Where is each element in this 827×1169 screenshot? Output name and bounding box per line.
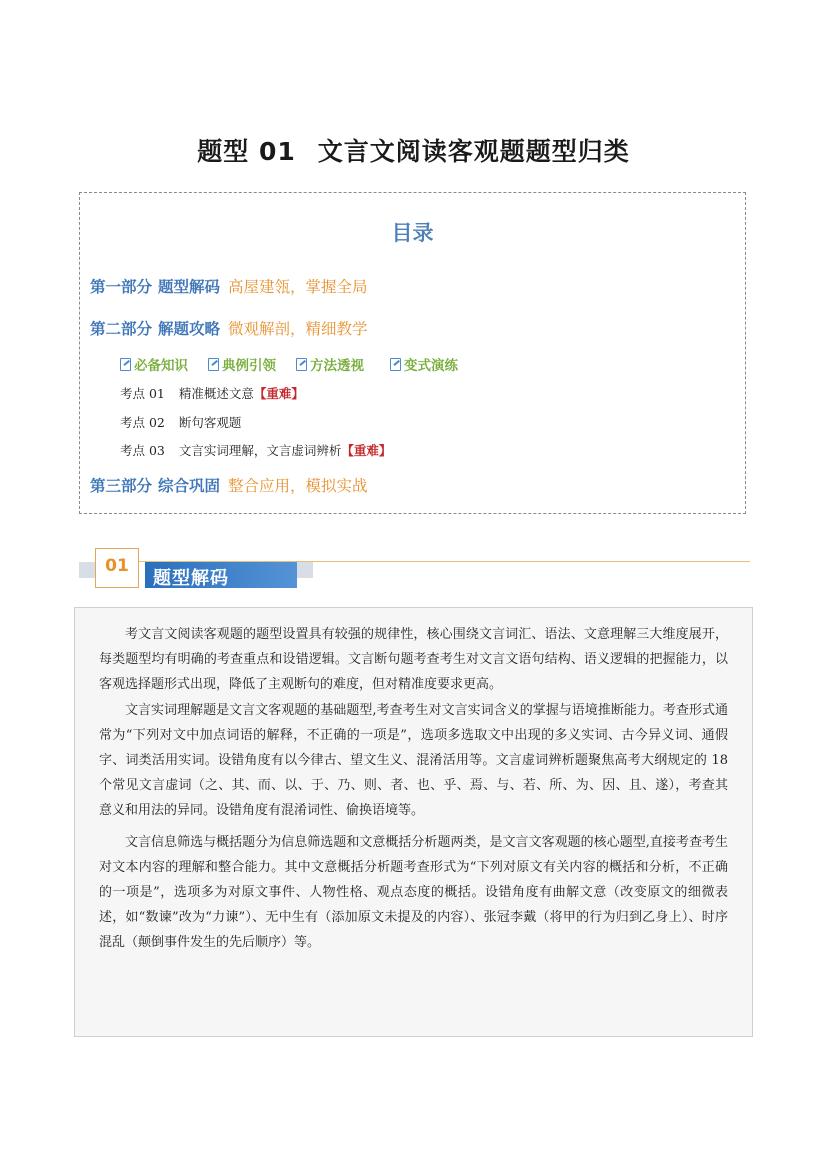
key-point-number: 考点 02	[120, 415, 165, 430]
toc-sub-item-label: 必备知识	[134, 358, 188, 374]
edit-note-icon	[296, 358, 307, 371]
key-point-text: 文言实词理解，文言虚词辨析	[178, 443, 342, 458]
content-box	[74, 607, 753, 1037]
toc-part-tag: 整合应用，模拟实战	[228, 477, 368, 495]
key-point-text: 断句客观题	[178, 415, 242, 430]
toc-sub-item[interactable]	[390, 354, 458, 374]
edit-note-icon	[390, 358, 401, 371]
toc-part-3[interactable]	[90, 474, 368, 496]
section-header	[79, 548, 750, 592]
toc-sub-item-label: 方法透视	[310, 358, 364, 374]
toc-part-name: 题型解码	[158, 278, 221, 296]
toc-sub-item[interactable]	[296, 354, 364, 374]
toc-key-point-2[interactable]	[120, 413, 241, 431]
toc-part-name: 解题攻略	[158, 320, 221, 338]
toc-part-tag: 高屋建瓴，掌握全局	[228, 278, 368, 296]
toc-part-tag: 微观解剖，精细教学	[228, 320, 368, 338]
key-point-number: 考点 01	[120, 386, 165, 401]
toc-sub-item-label: 变式演练	[404, 358, 458, 374]
edit-note-icon	[208, 358, 219, 371]
toc-sub-item[interactable]	[120, 354, 188, 374]
toc-part-label: 第三部分	[90, 477, 153, 495]
paragraph: 考文言文阅读客观题的题型设置具有较强的规律性，核心围绕文言词汇、语法、文意理解三大维度展开，每类题型均有明确的考查重点和设错逻辑。文言断句题考查考生对文言文语句结构、语义逻辑的把握能力，以客观选择题形式出现，降低了主观断句的难度，但对精准度要求更高。	[99, 627, 728, 693]
title-name: 文言文阅读客观题题型归类	[317, 137, 630, 166]
toc-sub-item[interactable]	[208, 354, 276, 374]
page-title	[0, 132, 827, 168]
key-point-number: 考点 03	[120, 443, 165, 458]
toc-part-name: 综合巩固	[158, 477, 221, 495]
toc-sub-items	[120, 354, 478, 374]
toc-key-point-3[interactable]	[120, 441, 391, 459]
table-of-contents	[79, 192, 746, 514]
edit-note-icon	[120, 358, 131, 371]
toc-part-label: 第一部分	[90, 278, 153, 296]
paragraph: 文言实词理解题是文言文客观题的基础题型,考查考生对文言实词含义的掌握与语境推断能力。考查形式通常为“下列对文中加点词语的解释，不正确的一项是”，选项多选取文中出现的多义实词、古今异义词、通假字、词类活用实词。设错角度有以今律古、望文生义、混淆活用等。文言虚词辨析题聚焦高考大纲规定的 18 个常见文言虚词（之、其、而、以、于、乃、则、者、也、乎、焉、与、若、所、为、因、且、遂），考查其意义和用法的异同。设错角度有混淆词性、偷换语境等。	[99, 702, 728, 819]
section-label: 题型解码	[153, 568, 229, 589]
section-band-accent	[79, 562, 95, 578]
toc-part-2[interactable]	[90, 317, 368, 339]
title-number: 题型 01	[197, 137, 296, 166]
key-point-tag: 【重难】	[341, 443, 392, 458]
section-band-accent	[297, 562, 313, 578]
section-number: 01	[105, 556, 129, 576]
key-point-tag: 【重难】	[253, 386, 304, 401]
toc-key-point-1[interactable]	[120, 384, 304, 402]
toc-part-1[interactable]	[90, 275, 368, 297]
paragraph: 文言信息筛选与概括题分为信息筛选题和文意概括分析题两类，是文言文客观题的核心题型,直接考查考生对文本内容的理解和整合能力。其中文意概括分析题考查形式为“下列对原文有关内容的概括和分析，不正确的一项是”，选项多为对原文事件、人物性格、观点态度的概括。设错角度有曲解文意（改变原文的细微表述，如“数谏”改为“力谏”）、无中生有（添加原文未提及的内容）、张冠李戴（将甲的行为归到乙身上）、时序混乱（颠倒事件发生的先后顺序）等。	[99, 834, 728, 951]
key-point-text: 精准概述文意	[178, 386, 254, 401]
toc-heading: 目录	[391, 221, 434, 245]
toc-sub-item-label: 典例引领	[222, 358, 276, 374]
toc-part-label: 第二部分	[90, 320, 153, 338]
